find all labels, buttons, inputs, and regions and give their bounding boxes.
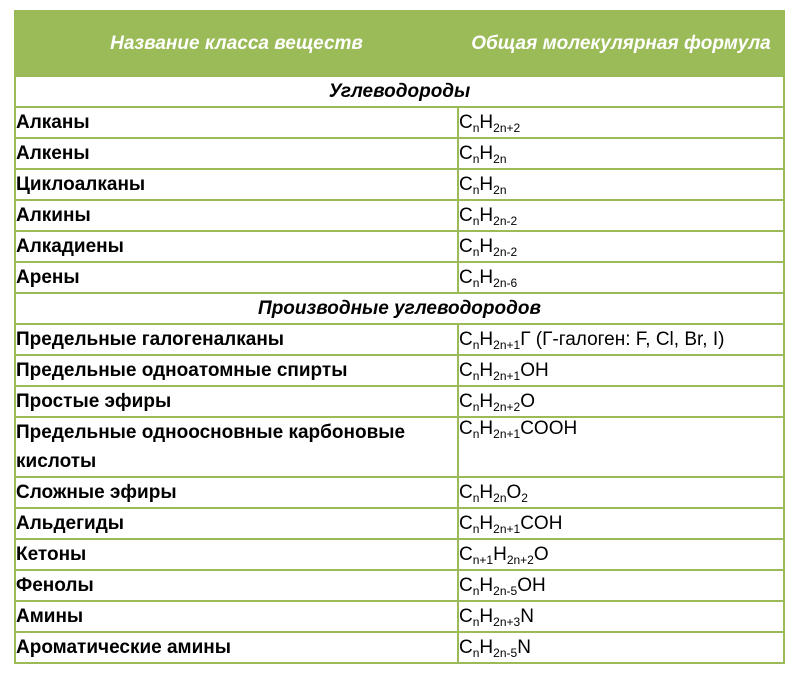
formula-text: H: [479, 328, 494, 350]
formula-text: H: [479, 359, 494, 381]
formula-cell: [458, 477, 784, 508]
class-name-cell: Предельные одноосновные карбоновые кислоты: [15, 417, 458, 477]
formula-text: C: [459, 111, 473, 133]
table-row: [15, 508, 784, 539]
formula-text: H: [479, 235, 494, 257]
table-row: [15, 355, 784, 386]
class-name-cell: Предельные одноатомные спирты: [15, 355, 458, 386]
class-name-cell: Циклоалканы: [15, 169, 458, 200]
section-row: [15, 76, 784, 107]
class-name-cell: Алканы: [15, 107, 458, 138]
chemistry-classes-table: [14, 10, 785, 664]
formula-text: C: [459, 173, 473, 195]
formula-cell: [458, 601, 784, 632]
formula-cell: [458, 262, 784, 293]
table-row: [15, 417, 784, 477]
formula-text: H: [479, 574, 494, 596]
formula-subscript: n: [472, 182, 480, 197]
formula-text: O: [533, 543, 549, 565]
formula-subscript: 2n+1: [493, 368, 521, 383]
formula-cell: [458, 138, 784, 169]
formula-cell: [458, 324, 784, 355]
formula-cell: [458, 508, 784, 539]
formula-subscript: 2n: [493, 151, 507, 166]
formula-text: C: [459, 481, 473, 503]
formula-cell: [458, 355, 784, 386]
class-name-cell: Простые эфиры: [15, 386, 458, 417]
formula-cell: [458, 570, 784, 601]
formula-subscript: n: [472, 368, 480, 383]
table-row: [15, 570, 784, 601]
class-name-cell: Предельные галогеналканы: [15, 324, 458, 355]
formula-text: O: [506, 481, 522, 503]
table-row: [15, 262, 784, 293]
formula-subscript: n: [472, 213, 480, 228]
formula-subscript: 2: [521, 490, 528, 505]
formula-subscript: n: [472, 244, 480, 259]
formula-subscript: 2n-5: [493, 583, 518, 598]
formula-text: H: [493, 543, 507, 565]
formula-subscript: n: [472, 583, 480, 598]
formula-text: H: [479, 173, 494, 195]
formula-subscript: n: [472, 427, 480, 441]
class-name-cell: Арены: [15, 262, 458, 293]
formula-text: O: [520, 390, 535, 412]
formula-text: COOH: [520, 418, 578, 439]
formula-subscript: n: [472, 151, 480, 166]
formula-cell: [458, 632, 784, 663]
formula-text: H: [479, 204, 494, 226]
formula-text: OH: [517, 574, 546, 596]
header-formula: Общая молекулярная формула: [458, 11, 784, 76]
formula-text: Г (Г-галоген: F, Cl, Br, I): [520, 328, 725, 350]
formula-text: H: [479, 636, 494, 658]
formula-text: N: [517, 636, 531, 658]
header-class-name: Название класса веществ: [15, 11, 458, 76]
formula-text: C: [459, 636, 473, 658]
formula-subscript: 2n+2: [506, 552, 534, 567]
formula-subscript: n: [472, 399, 480, 414]
table-row: [15, 386, 784, 417]
formula-text: C: [459, 574, 473, 596]
formula-subscript: n: [472, 120, 480, 135]
table-row: [15, 477, 784, 508]
formula-text: C: [459, 359, 473, 381]
formula-text: C: [459, 266, 473, 288]
formula-subscript: n: [472, 521, 480, 536]
formula-text: C: [459, 328, 473, 350]
formula-cell: [458, 200, 784, 231]
formula-subscript: 2n-6: [493, 275, 518, 290]
table-row: [15, 138, 784, 169]
class-name-cell: Ароматические амины: [15, 632, 458, 663]
formula-text: H: [479, 142, 494, 164]
class-name-cell: Алкины: [15, 200, 458, 231]
formula-subscript: n: [472, 275, 480, 290]
table-row: [15, 601, 784, 632]
table-header: [15, 11, 784, 76]
table-row: [15, 324, 784, 355]
formula-text: C: [459, 235, 473, 257]
formula-subscript: 2n-2: [493, 213, 518, 228]
formula-subscript: 2n: [493, 182, 507, 197]
formula-text: N: [520, 605, 534, 627]
formula-subscript: n: [472, 645, 480, 660]
table-row: [15, 539, 784, 570]
formula-text: H: [479, 418, 494, 439]
table-row: [15, 632, 784, 663]
formula-text: H: [479, 390, 494, 412]
class-name-cell: Кетоны: [15, 539, 458, 570]
formula-subscript: 2n: [493, 490, 507, 505]
formula-subscript: 2n+1: [493, 337, 521, 352]
class-name-cell: Алкены: [15, 138, 458, 169]
formula-text: OH: [520, 359, 549, 381]
formula-subscript: n: [472, 614, 480, 629]
formula-subscript: 2n+1: [493, 521, 521, 536]
table-row: [15, 107, 784, 138]
table-row: [15, 231, 784, 262]
formula-text: H: [479, 481, 494, 503]
formula-cell: [458, 386, 784, 417]
formula-text: H: [479, 266, 494, 288]
class-name-cell: Амины: [15, 601, 458, 632]
formula-cell: [458, 231, 784, 262]
formula-text: C: [459, 512, 473, 534]
section-title: Углеводороды: [15, 76, 784, 107]
formula-subscript: n: [472, 490, 480, 505]
formula-text: H: [479, 111, 494, 133]
formula-subscript: 2n+3: [493, 614, 521, 629]
formula-subscript: 2n+1: [493, 427, 521, 441]
formula-text: C: [459, 204, 473, 226]
class-name-cell: Алкадиены: [15, 231, 458, 262]
section-title: Производные углеводородов: [15, 293, 784, 324]
formula-cell: [458, 169, 784, 200]
formula-text: C: [459, 605, 473, 627]
class-name-cell: Сложные эфиры: [15, 477, 458, 508]
class-name-cell: Фенолы: [15, 570, 458, 601]
formula-text: COH: [520, 512, 563, 534]
table-row: [15, 169, 784, 200]
class-name-cell: Альдегиды: [15, 508, 458, 539]
formula-subscript: 2n-5: [493, 645, 518, 660]
formula-cell: [458, 107, 784, 138]
formula-cell: [458, 539, 784, 570]
formula-subscript: n+1: [472, 552, 494, 567]
formula-text: C: [459, 390, 473, 412]
formula-subscript: 2n-2: [493, 244, 518, 259]
formula-subscript: n: [472, 337, 480, 352]
section-row: [15, 293, 784, 324]
formula-subscript: 2n+2: [493, 120, 521, 135]
formula-text: C: [459, 142, 473, 164]
formula-text: C: [459, 543, 473, 565]
formula-cell: [458, 417, 784, 477]
formula-text: H: [479, 605, 494, 627]
table-row: [15, 200, 784, 231]
formula-subscript: 2n+2: [493, 399, 521, 414]
formula-text: C: [459, 418, 473, 439]
formula-text: H: [479, 512, 494, 534]
